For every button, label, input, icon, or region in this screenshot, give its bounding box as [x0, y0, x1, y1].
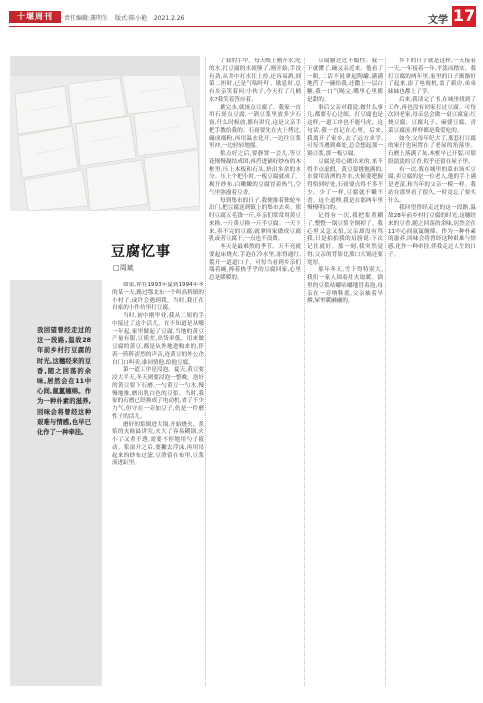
paragraph: 后来,我读完了书,在城里找到了工作,再也没有回家打过豆腐。可每次回老家,母亲总会做一桌豆腐宴:红烧豆腐、豆腐丸子、麻婆豆腐、青菜豆腐汤,样样都是我爱吃的。 [388, 96, 476, 134]
paragraph: 事后父亲对我说,做什么事儿,都要专心过细。打豆腐也是这样,一道工序也不能马虎。这句话,我一直记在心里。后来,我离开了家乡,去了远方求学,可每当遇到难处,总会想起那一锅豆浆,那一板豆腐。 [307, 104, 383, 157]
tofu-photo-illustration [10, 56, 200, 211]
masthead: 十堰周刊 [9, 11, 61, 23]
page-number: 17 [452, 6, 476, 25]
body-column-1 [112, 282, 204, 687]
article-title: 豆腐忆事 [111, 244, 171, 260]
layout-credit: 版式:陈小艳 [114, 15, 147, 22]
paragraph: 了我的手中。每天晚上刚开水,吃的水,打豆腐的水就够了,刚开始,手没有劲,从井中打水往上拎,还容易洒,到第二担时,已是气喘吁吁。歇息时,总有乡亲笑着问:小伙子,今天打了几桶水?我笑着答应着。 [209, 58, 301, 103]
paragraph: 我回望曾经走过的这一段路,温故28年前乡村打豆腐的时光,这穗经来的豆香,随之回荡的余味,居然会在11中心间氤氲缠绵。作为一种朴素的滋养,回味会将曾经这种艰难与情感,化作一种牵挂,伴我走过人生的日子。 [388, 205, 476, 258]
column-divider [385, 58, 386, 686]
paragraph: 磨好的浆倒进大锅,开始烧火。煮浆的火候最讲究,火大了容易糊锅,火小了又煮不透,需要不停地用勺子搅动。浆滚开之后,要撇去浮沫,再用吊起来的纱布过滤,豆渣留在布里,豆浆流进缸里。 [112, 421, 204, 467]
paragraph: 记得有一次,我把浆煮糊了,整整一锅豆浆全倒掉了。我心里又急又怕,父亲却没有骂我,只是拍拍我的肩膀说:下次记住就好。那一刻,我突然觉得,父亲的背影比那口大锅还要宽厚。 [307, 213, 383, 266]
body-column-2 [209, 58, 301, 687]
paragraph: 每到集市的日子,我便推着独轮车出门,把豆腐送到镇上的集市去卖。那时豆腐五毛钱一斤,乡亲们常常用黄豆来换,一斤黄豆换一斤半豆腐。一天下来,卖不完的豆腐,就拿回家做成豆腐乳或者豆腐干,一点也不浪费。 [209, 197, 301, 243]
column-divider [205, 58, 206, 686]
paragraph: 浆点好之后,要静置一会儿,等豆花慢慢凝结成团,再舀进铺好纱布的木框里,压上木板和石头,挤出多余的水分。压上个把小时,一板豆腐就成了。揭开纱布,白嫩嫩的豆腐冒着热气,空气里弥漫着豆香。 [209, 151, 301, 196]
paragraph: 冬天是最难熬的季节。天不亮就要起床烧火,手泡在冷水里,冻得通红,裂开一道道口子。可每当看到乡亲们端着碗,捧着热乎乎的豆腐回家,心里总是暖暖的。 [209, 244, 301, 281]
paragraph: 豆腐是用心做出来的,来不得半点虚假。黄豆要挑饱满的,水要用清冽的井水,火候要把握得恰到好处,石膏要点得不多不少。少了一样,豆腐就不嫩不香。这个道理,我是在那两年里慢慢明白的。 [307, 158, 383, 212]
body-column-4 [388, 58, 476, 687]
paragraph: 如果,你在1993年夏到1994年冬的某一天,路过鄂北东一个叫高桥镇的小村子,或许会遇到我。当时,我正在自家的小作坊里打豆腐。 [112, 282, 204, 312]
body-column-3 [307, 58, 383, 687]
paragraph: 乡下的日子就是这样,一天接着一天,一年接着一年,平淡而踏实。我打豆腐的两年里,家里的日子渐渐好了起来,添了电视机,盖了新房,弟弟妹妹也都上了学。 [388, 58, 476, 95]
header-rule [9, 26, 476, 27]
paragraph: 那年冬天,雪下得特别大,我们一家人围着灶火取暖。锅里的豆浆咕嘟咕嘟地冒着泡,母亲在一旁纳鞋底,父亲抽着旱烟,屋里暖融融的。 [307, 267, 383, 305]
issue-date: 2021.2.26 [153, 15, 185, 22]
paragraph: 如今,父母年纪大了,那套打豆腐的家什也闲置在了老屋的角落里。石磨上落满了灰,木框早已开裂,可那股淡淡的豆香,似乎还留在屋子里。 [388, 135, 476, 165]
section-label: 文学 [428, 15, 448, 26]
paragraph: 有一次,我在城里的菜市场买豆腐,卖豆腐的是一位老人,他的手上满是老茧,和当年的父亲一模一样。我站在那里看了很久,一时竟忘了要买什么。 [388, 166, 476, 204]
paragraph: 第一道工序是浸泡。夏天,黄豆要浸大半天,冬天则要浸泡一整晚。泡好的黄豆要下石磨,一勺黄豆一勺水,慢慢地推,磨出乳白色的豆浆。当时,我家的石磨已经换成了电动机,省了不少力气,但守在一旁加豆子,仍是一件磨性子的活儿。 [112, 367, 204, 420]
credits [64, 13, 189, 22]
column-divider [304, 58, 305, 686]
paragraph: 挑完水,就该点豆腐了。我家一直用石膏点豆腐,一锅豆浆里放多少石膏,什么时候放,都有讲究,这是父亲手把手教给我的。石膏要先在火上烤过,碾成细粉,再用温水化开,一边往豆浆里冲,一边轻轻地搅。 [209, 104, 301, 150]
paragraph: 当时,初中刚毕业,我从二姐的手中接过了这个活儿。在不知道是从哪一年起,家里做起了豆腐,当地的黄豆产量有限,豆质差,出货率低。用来做豆腐的黄豆,都是从外地进购来的,伴着一阵阵涩烈的声音,连黄豆的外公企自门口叫卖,谁同情他,给他豆腐。 [112, 313, 204, 366]
editor-credit: 责任编辑:龚明生 [64, 15, 109, 22]
pull-quote: 我回望曾经走过的这一段路,温故28年前乡村打豆腐的时光,这穗经来的豆香,随之回荡的余味,居然会在11中心间,氤氲缠绵。作为一种朴素的滋养,回味会将曾经这种艰难与情感,也早已化作了一种牵挂。 [37, 327, 91, 437]
paragraph: 豆腐脑过过不瘾性。我一下就懂了,碗又亲近来。他看了一眼,二话不说拿起陶罐,满满地舀了一碗给我,还撒上一层白糖,我一口气喝完,嘴里心里都是甜的。 [307, 58, 383, 103]
article-author: □周斌 [113, 264, 134, 272]
tofu-photo [10, 56, 200, 211]
